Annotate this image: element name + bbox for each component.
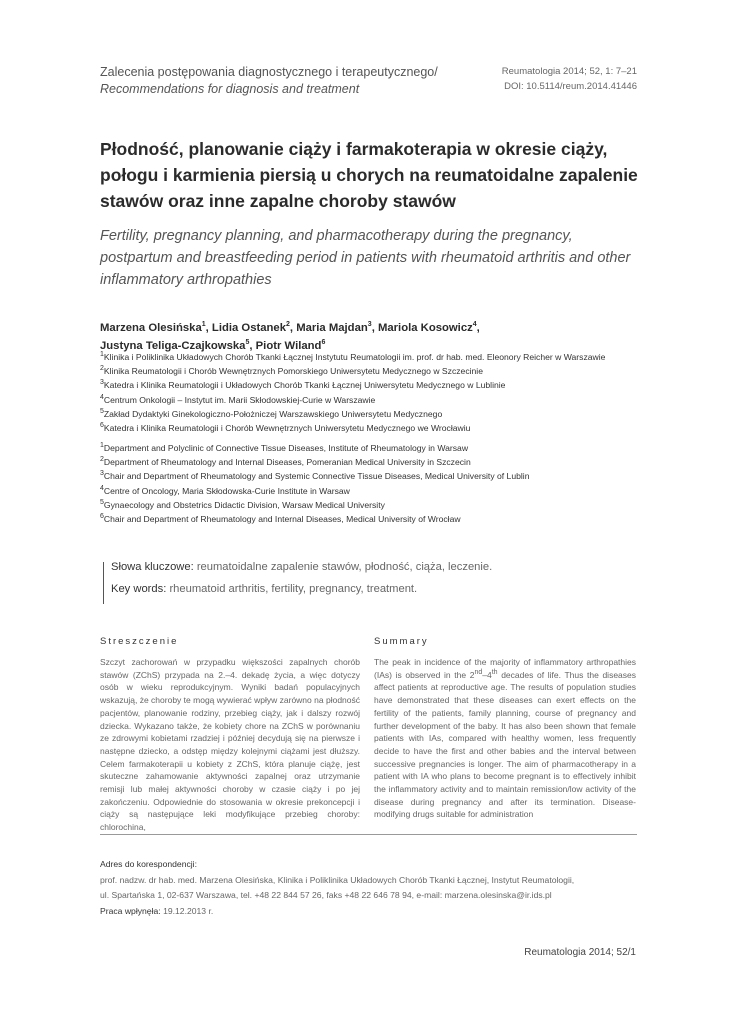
affiliation: $^2$Klinika Reumatologii i Chorób Wewnętrznych Pomorskiego Uniwersytetu Medycznego w Szczecinie bbox=[100, 365, 483, 377]
citation-block bbox=[440, 64, 637, 94]
author: Lidia Ostanek$^2$, bbox=[211, 321, 297, 334]
correspondence-block bbox=[100, 857, 640, 919]
keywords-label: Key words: bbox=[111, 583, 167, 595]
keywords-label: Słowa kluczowe: bbox=[111, 561, 194, 573]
correspondence-label: Adres do korespondencji: bbox=[100, 859, 197, 869]
author: Marzena Olesińska$^1$, bbox=[100, 321, 212, 334]
affiliation: $^4$Centrum Onkologii – Instytut im. Marii Skłodowskiej-Curie w Warszawie bbox=[100, 393, 376, 405]
correspondence-line: ul. Spartańska 1, 02-637 Warszawa, tel. +48 22 844 57 26, faks +48 22 646 78 94, e-mail: marzena.olesinska@ir.ids.pl bbox=[100, 890, 552, 900]
author: Maria Majdan$^3$, bbox=[296, 321, 378, 334]
article-title-polish: Płodność, planowanie ciąży i farmakoterapia w okresie ciąży, połogu i karmienia piersią u chorych na reumatoidalne zapalenie stawów oraz inne zapalne choroby stawów bbox=[100, 139, 638, 211]
affiliation: $^3$Chair and Department of Rheumatology and Systemic Connective Tissue Diseases, Medical University of Lublin bbox=[100, 470, 530, 482]
section-divider bbox=[100, 834, 637, 835]
affiliation: $^1$Department and Polyclinic of Connective Tissue Diseases, Institute of Rheumatology in Warsaw bbox=[100, 442, 469, 453]
section-title-english: Recommendations for diagnosis and treatment bbox=[100, 82, 360, 96]
affiliation: $^3$Katedra i Klinika Reumatologii i Układowych Chorób Tkanki Łącznej Uniwersytetu Medycznego w Lublinie bbox=[100, 379, 506, 391]
keywords-divider bbox=[103, 562, 104, 604]
section-title-polish: Zalecenia postępowania diagnostycznego i terapeutycznego/ bbox=[100, 65, 438, 79]
citation: Reumatologia 2014; 52, 1: 7–21 bbox=[501, 66, 637, 77]
keywords-polish bbox=[111, 559, 631, 575]
affiliation: $^4$Centre of Oncology, Maria Skłodowska-Curie Institute in Warsaw bbox=[100, 484, 350, 496]
correspondence-line: prof. nadzw. dr hab. med. Marzena Olesińska, Klinika i Poliklinika Układowych Chorób Tkanki Łącznej, Instytut Reumatologii, bbox=[100, 874, 575, 885]
page-footer: Reumatologia 2014; 52/1 bbox=[524, 947, 636, 958]
author: Piotr Wiland$^6$ bbox=[255, 339, 326, 352]
abstract-body-polish: Szczyt zachorowań w przypadku większości zapalnych chorób stawów (ZChS) przypada na 2.–4. dekadę życia, a więc dotyczy osób w wieku reprodukcyjnym. Wyniki badań populacyjnych wskazują, że choroby te mogą wywierać wpływ zarówno na płodność pacjentów, planowanie rodziny, przebieg ciąży, jak i dalszy rozwój dziecka. Wykazano także, że kobiety chore na ZChS w porównaniu ze zdrowymi kobietami rzadziej i później decydują się na pierwsze i następne dziecko, a odstęp między kolejnymi ciążami jest dłuższy. Celem farmakoterapii u kobiety z ZChS, która planuje ciążę, jest skuteczne zahamowanie aktywności zapalnej oraz utrzymanie remisji lub małej aktywności choroby w czasie ciąży i po jej zakończeniu. Odpowiednie do stosowania w okresie prekoncepcji i ciąży są następujące leki modyfikujące przebieg choroby: chlorochina, bbox=[100, 657, 360, 833]
abstract-body-english: The peak in incidence of the majority of inflammatory arthropathies (IAs) is observed in the 2nd–4th decades of life. Thus the diseases affect patients at reproductive age. The results of population studies have demonstrated that these diseases can exert effects on the fertility of the patients, family planning, course of pregnancy and further development of the baby. It has also been shown that female patients with IAs, compared with healthy women, less frequently decide to have the first and other babies and the interval between successive pregnancies is longer. The aim of pharmacotherapy in a patient with IA who plans to become pregnant is to effectively inhibit the inflammatory activity and to maintain remission/low activity of the disease during pregnancy and after its termination. Disease-modifying drugs suitable for administration bbox=[374, 657, 637, 820]
keywords-value: rheumatoid arthritis, fertility, pregnancy, treatment. bbox=[169, 583, 418, 595]
doi[interactable]: DOI: 10.5114/reum.2014.41446 bbox=[504, 81, 637, 92]
received-date: Praca wpłynęła: 19.12.2013 r. bbox=[100, 905, 214, 916]
abstract-heading-polish: Streszczenie bbox=[100, 636, 179, 647]
affiliation: $^6$Katedra i Klinika Reumatologii i Chorób Wewnętrznych Uniwersytetu Medycznego we Wrocławiu bbox=[100, 422, 471, 434]
keywords-value: reumatoidalne zapalenie stawów, płodność, ciąża, leczenie. bbox=[196, 561, 493, 573]
affiliation: $^6$Chair and Department of Rheumatology and Internal Diseases, Medical University of Wrocław bbox=[100, 513, 461, 525]
affiliations-english bbox=[100, 441, 660, 526]
affiliation: $^5$Zakład Dydaktyki Ginekologiczno-Położniczej Warszawskiego Uniwersytetu Medycznego bbox=[100, 407, 443, 419]
author: Justyna Teliga-Czajkowska$^5$, bbox=[100, 339, 256, 352]
article-title-english: Fertility, pregnancy planning, and pharmacotherapy during the pregnancy, postpartum and breastfeeding period in patients with rheumatoid arthritis and other inflammatory arthropathies bbox=[100, 228, 631, 288]
affiliation: $^1$Klinika i Poliklinika Układowych Chorób Tkanki Łącznej Instytutu Reumatologii im. prof. dr hab. med. Eleonory Reicher w Warszawie bbox=[100, 351, 606, 362]
keywords-english bbox=[111, 581, 631, 597]
affiliation: $^5$Gynaecology and Obstetrics Didactic Division, Warsaw Medical University bbox=[100, 498, 385, 510]
affiliation: $^2$Department of Rheumatology and Internal Diseases, Pomeranian Medical University in Szczecin bbox=[100, 456, 471, 468]
abstract-heading-english: Summary bbox=[374, 636, 429, 647]
affiliations-polish bbox=[100, 350, 660, 435]
author: Mariola Kosowicz$^4$, bbox=[377, 321, 480, 334]
